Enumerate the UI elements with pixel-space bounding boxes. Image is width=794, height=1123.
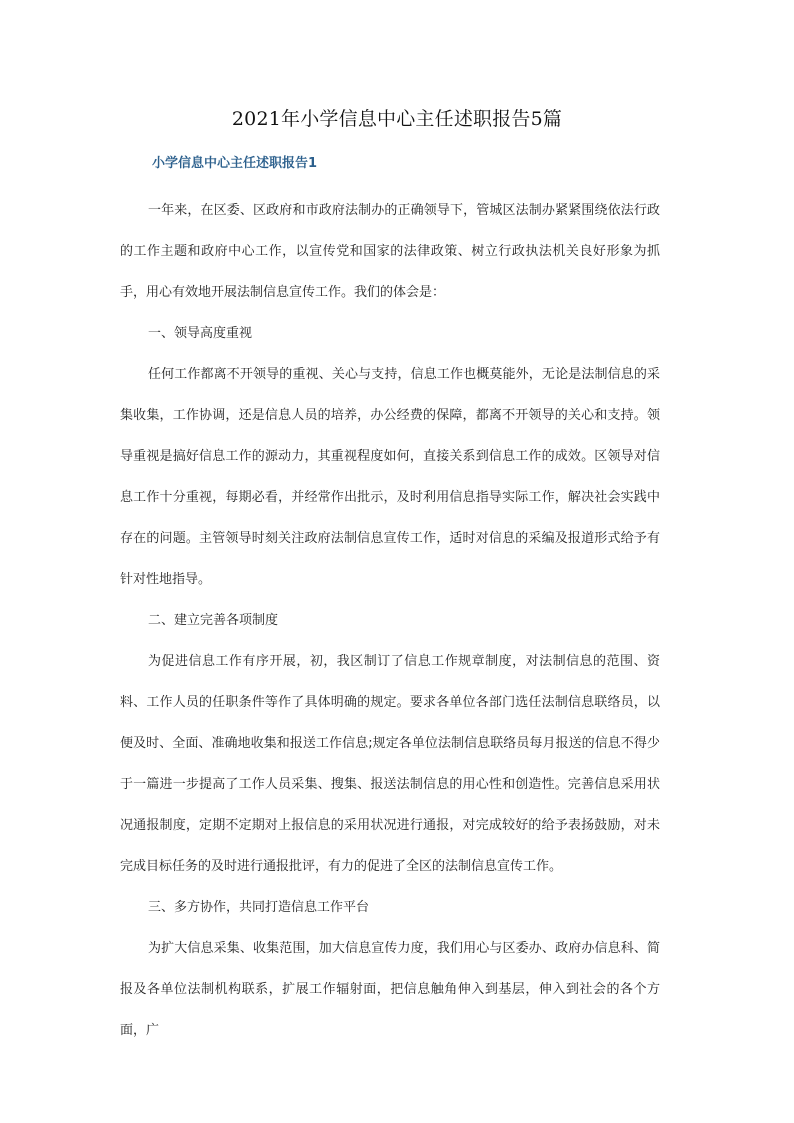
heading-cooperation: 三、多方协作，共同打造信息工作平台 (148, 900, 370, 915)
section-heading: 小学信息中心主任述职报告1 (152, 156, 318, 171)
heading-systems: 二、建立完善各项制度 (148, 613, 279, 628)
paragraph-cooperation: 为扩大信息采集、收集范围，加大信息宣传力度，我们用心与区委办、政府办信息科、简报及各单位法制机构联系，扩展工作辐射面，把信息触角伸入到基层，伸入到社会的各个方面，广 (120, 941, 660, 1038)
document-title: 2021年小学信息中心主任述职报告5篇 (231, 108, 563, 130)
document-body (120, 190, 660, 1051)
paragraph-intro: 一年来，在区委、区政府和市政府法制办的正确领导下，管城区法制办紧紧围绕依法行政的工作主题和政府中心工作，以宣传党和国家的法律政策、树立行政执法机关良好形象为抓手，用心有效地开展法制信息宣传工作。我们的体会是： (120, 203, 660, 300)
paragraph-systems: 为促进信息工作有序开展，初，我区制订了信息工作规章制度，对法制信息的范围、资料、工作人员的任职条件等作了具体明确的规定。要求各单位各部门选任法制信息联络员，以便及时、全面、准确地收集和报送工作信息;规定各单位法制信息联络员每月报送的信息不得少于一篇进一步提高了工作人员采集、搜集、报送法制信息的用心性和创造性。完善信息采用状况通报制度，定期不定期对上报信息的采用状况进行通报，对完成较好的给予表扬鼓励，对未完成目标任务的及时进行通报批评，有力的促进了全区的法制信息宣传工作。 (120, 654, 660, 874)
heading-leadership: 一、领导高度重视 (148, 326, 253, 341)
paragraph-leadership: 任何工作都离不开领导的重视、关心与支持，信息工作也概莫能外，无论是法制信息的采集收集，工作协调，还是信息人员的培养，办公经费的保障，都离不开领导的关心和支持。领导重视是搞好信息工作的源动力，其重视程度如何，直接关系到信息工作的成效。区领导对信息工作十分重视，每期必看，并经常作出批示，及时利用信息指导实际工作，解决社会实践中存在的问题。主管领导时刻关注政府法制信息宣传工作，适时对信息的采编及报道形式给予有针对性地指导。 (120, 367, 660, 587)
